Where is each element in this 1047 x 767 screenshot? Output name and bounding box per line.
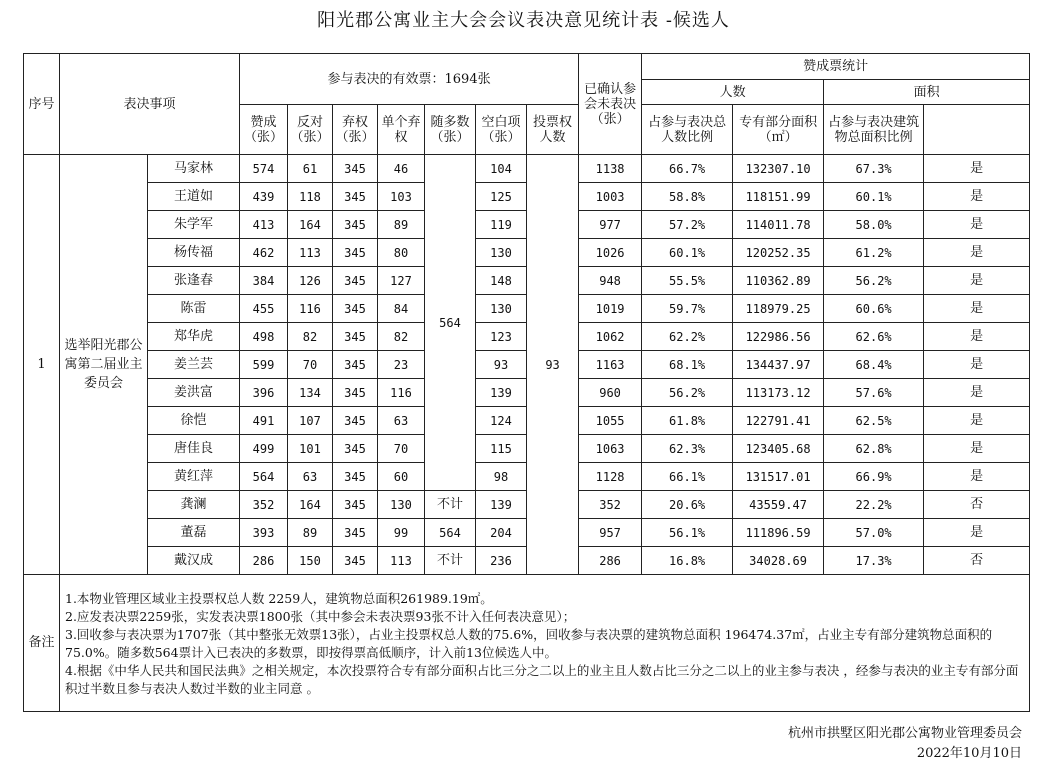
oppose-count: 150 [288,547,333,575]
candidate-name: 黄红萍 [148,463,240,491]
exclusive-area: 34028.69 [733,547,824,575]
exclusive-area: 120252.35 [733,239,824,267]
footer-date: 2022年10月10日 [916,746,1022,761]
exclusive-area: 111896.59 [733,519,824,547]
vote-item-cell: 选举阳光郡公寓第二届业主委员会 [60,155,148,575]
blank-count: 130 [476,295,527,323]
single-abstain-count: 130 [378,491,425,519]
exclusive-area: 113173.12 [733,379,824,407]
single-abstain-count: 103 [378,183,425,211]
voting-rights-count: 1062 [579,323,642,351]
header-people: 人数 [642,80,824,105]
voting-rights-count: 957 [579,519,642,547]
oppose-count: 113 [288,239,333,267]
abstain-count: 345 [333,491,378,519]
abstain-count: 345 [333,267,378,295]
oppose-count: 89 [288,519,333,547]
approve-count: 499 [240,435,288,463]
voting-rights-count: 1138 [579,155,642,183]
oppose-count: 126 [288,267,333,295]
single-abstain-count: 89 [378,211,425,239]
oppose-count: 134 [288,379,333,407]
people-ratio: 62.3% [642,435,733,463]
elected-status: 是 [924,239,1030,267]
people-ratio: 68.1% [642,351,733,379]
exclusive-area: 134437.97 [733,351,824,379]
abstain-count: 345 [333,155,378,183]
table-row [24,155,1030,183]
header-area-ratio: 占参与表决建筑物总面积比例 [824,105,924,155]
elected-status: 是 [924,407,1030,435]
exclusive-area: 132307.10 [733,155,824,183]
elected-status: 是 [924,295,1030,323]
single-abstain-count: 116 [378,379,425,407]
candidate-name: 徐恺 [148,407,240,435]
exclusive-area: 123405.68 [733,435,824,463]
blank-count: 98 [476,463,527,491]
blank-count: 124 [476,407,527,435]
single-abstain-count: 127 [378,267,425,295]
single-abstain-count: 60 [378,463,425,491]
area-ratio: 60.6% [824,295,924,323]
approve-count: 599 [240,351,288,379]
single-abstain-count: 84 [378,295,425,323]
people-ratio: 60.1% [642,239,733,267]
approve-count: 455 [240,295,288,323]
elected-status: 是 [924,435,1030,463]
people-ratio: 56.1% [642,519,733,547]
candidate-name: 杨传福 [148,239,240,267]
voting-rights-count: 960 [579,379,642,407]
header-valid-votes: 参与表决的有效票：1694张 [240,54,579,105]
candidate-name: 唐佳良 [148,435,240,463]
candidate-name: 张逢春 [148,267,240,295]
single-abstain-count: 63 [378,407,425,435]
oppose-count: 101 [288,435,333,463]
candidate-name: 郑华虎 [148,323,240,351]
header-area: 面积 [824,80,1030,105]
people-ratio: 55.5% [642,267,733,295]
elected-status: 是 [924,463,1030,491]
header-people-ratio: 占参与表决总人数比例 [642,105,733,155]
abstain-count: 345 [333,547,378,575]
blank-count: 104 [476,155,527,183]
header-exclusive-area: 专有部分面积（㎡） [733,105,824,155]
exclusive-area: 131517.01 [733,463,824,491]
abstain-count: 345 [333,239,378,267]
oppose-count: 61 [288,155,333,183]
area-ratio: 62.8% [824,435,924,463]
note-item: 1.本物业管理区域业主投票权总人数 2259人，建筑物总面积261989.19㎡。 [65,591,493,606]
header-abstain: 弃权（张） [333,105,378,155]
vote-statistics-table [23,53,1030,712]
exclusive-area: 110362.89 [733,267,824,295]
abstain-count: 345 [333,519,378,547]
voting-rights-count: 1055 [579,407,642,435]
note-item: 2.应发表决票2259张，实发表决票1800张（其中参会未表决票93张不计入任何表决意见）； [65,609,576,624]
notes-row [24,575,1030,712]
header-blank: 空白项（张） [476,105,527,155]
people-ratio: 57.2% [642,211,733,239]
oppose-count: 118 [288,183,333,211]
blank-count: 139 [476,491,527,519]
oppose-count: 107 [288,407,333,435]
blank-count: 204 [476,519,527,547]
people-ratio: 16.8% [642,547,733,575]
people-ratio: 58.8% [642,183,733,211]
approve-count: 393 [240,519,288,547]
voting-rights-count: 1026 [579,239,642,267]
area-ratio: 56.2% [824,267,924,295]
area-ratio: 62.6% [824,323,924,351]
header-approve-stats: 赞成票统计 [642,54,1030,80]
area-ratio: 66.9% [824,463,924,491]
area-ratio: 68.4% [824,351,924,379]
confirmed-absent-value: 93 [527,155,579,575]
header-approve: 赞成（张） [240,105,288,155]
header-confirmed-absent: 已确认参会未表决（张） [579,54,642,155]
candidate-name: 陈雷 [148,295,240,323]
abstain-count: 345 [333,295,378,323]
elected-status: 是 [924,155,1030,183]
people-ratio: 66.1% [642,463,733,491]
approve-count: 498 [240,323,288,351]
voting-rights-count: 977 [579,211,642,239]
exclusive-area: 122791.41 [733,407,824,435]
header-oppose: 反对（张） [288,105,333,155]
elected-status: 否 [924,547,1030,575]
abstain-count: 345 [333,323,378,351]
abstain-count: 345 [333,463,378,491]
people-ratio: 59.7% [642,295,733,323]
blank-count: 123 [476,323,527,351]
exclusive-area: 122986.56 [733,323,824,351]
approve-count: 491 [240,407,288,435]
oppose-count: 116 [288,295,333,323]
area-ratio: 58.0% [824,211,924,239]
notes-label: 备注 [24,575,60,712]
candidate-name: 姜洪富 [148,379,240,407]
approve-count: 396 [240,379,288,407]
elected-status: 是 [924,519,1030,547]
follow-majority-count: 564 [425,519,476,547]
abstain-count: 345 [333,435,378,463]
approve-count: 384 [240,267,288,295]
people-ratio: 66.7% [642,155,733,183]
approve-count: 352 [240,491,288,519]
blank-count: 125 [476,183,527,211]
people-ratio: 62.2% [642,323,733,351]
follow-majority-merged: 564 [425,155,476,491]
oppose-count: 70 [288,351,333,379]
candidate-name: 姜兰芸 [148,351,240,379]
blank-count: 93 [476,351,527,379]
approve-count: 439 [240,183,288,211]
abstain-count: 345 [333,379,378,407]
elected-status: 是 [924,267,1030,295]
elected-status: 是 [924,323,1030,351]
approve-count: 462 [240,239,288,267]
voting-rights-count: 1063 [579,435,642,463]
abstain-count: 345 [333,351,378,379]
single-abstain-count: 99 [378,519,425,547]
approve-count: 564 [240,463,288,491]
voting-rights-count: 286 [579,547,642,575]
exclusive-area: 118151.99 [733,183,824,211]
oppose-count: 164 [288,211,333,239]
footer-organization: 杭州市拱墅区阳光郡公寓物业管理委员会 [787,726,1022,741]
area-ratio: 67.3% [824,155,924,183]
elected-status: 是 [924,379,1030,407]
approve-count: 574 [240,155,288,183]
blank-count: 119 [476,211,527,239]
notes-content [60,575,1030,712]
single-abstain-count: 70 [378,435,425,463]
exclusive-area: 43559.47 [733,491,824,519]
note-item: 4.根据《中华人民共和国民法典》之相关规定，本次投票符合专有部分面积占比三分之二以上的业主且人数占比三分之二以上的业主参与表决 ，经参与表决的业主专有部分面积过半数且参与表决人数过半数的业主同意 。 [65,663,1019,696]
header-single-abstain: 单个弃权 [378,105,425,155]
blank-count: 148 [476,267,527,295]
voting-rights-count: 1163 [579,351,642,379]
exclusive-area: 118979.25 [733,295,824,323]
area-ratio: 60.1% [824,183,924,211]
blank-count: 115 [476,435,527,463]
area-ratio: 22.2% [824,491,924,519]
single-abstain-count: 82 [378,323,425,351]
follow-majority-count: 不计 [425,547,476,575]
single-abstain-count: 113 [378,547,425,575]
area-ratio: 57.6% [824,379,924,407]
oppose-count: 82 [288,323,333,351]
single-abstain-count: 46 [378,155,425,183]
abstain-count: 345 [333,407,378,435]
people-ratio: 56.2% [642,379,733,407]
page-title: 阳光郡公寓业主大会会议表决意见统计表 -候选人 [317,10,730,31]
seq-cell: 1 [24,155,60,575]
header-voting-rights: 投票权人数 [527,105,579,155]
header-seq: 序号 [24,54,60,155]
oppose-count: 63 [288,463,333,491]
note-item: 3.回收参与表决票为1707张（其中整张无效票13张），占业主投票权总人数的75.6%，回收参与表决票的建筑物总面积 196474.37㎡，占业主专有部分建筑物总面积的75.0%。随多数564票计入已表决的多数票，即按得票高低顺序，计入前13位候选人中。 [65,627,993,660]
blank-count: 236 [476,547,527,575]
candidate-name: 朱学军 [148,211,240,239]
area-ratio: 62.5% [824,407,924,435]
abstain-count: 345 [333,211,378,239]
abstain-count: 345 [333,183,378,211]
people-ratio: 20.6% [642,491,733,519]
follow-majority-count: 不计 [425,491,476,519]
single-abstain-count: 23 [378,351,425,379]
exclusive-area: 114011.78 [733,211,824,239]
candidate-name: 马家林 [148,155,240,183]
candidate-name: 戴汉成 [148,547,240,575]
elected-status: 是 [924,351,1030,379]
blank-count: 130 [476,239,527,267]
area-ratio: 57.0% [824,519,924,547]
people-ratio: 61.8% [642,407,733,435]
elected-status: 是 [924,183,1030,211]
voting-rights-count: 1003 [579,183,642,211]
candidate-name: 王道如 [148,183,240,211]
oppose-count: 164 [288,491,333,519]
voting-rights-count: 1128 [579,463,642,491]
single-abstain-count: 80 [378,239,425,267]
voting-rights-count: 352 [579,491,642,519]
elected-status: 否 [924,491,1030,519]
approve-count: 413 [240,211,288,239]
elected-status: 是 [924,211,1030,239]
blank-count: 139 [476,379,527,407]
voting-rights-count: 1019 [579,295,642,323]
area-ratio: 61.2% [824,239,924,267]
header-follow-majority: 随多数（张） [425,105,476,155]
header-vote-item: 表决事项 [60,54,240,155]
candidate-name: 龚澜 [148,491,240,519]
candidate-name: 董磊 [148,519,240,547]
approve-count: 286 [240,547,288,575]
voting-rights-count: 948 [579,267,642,295]
area-ratio: 17.3% [824,547,924,575]
